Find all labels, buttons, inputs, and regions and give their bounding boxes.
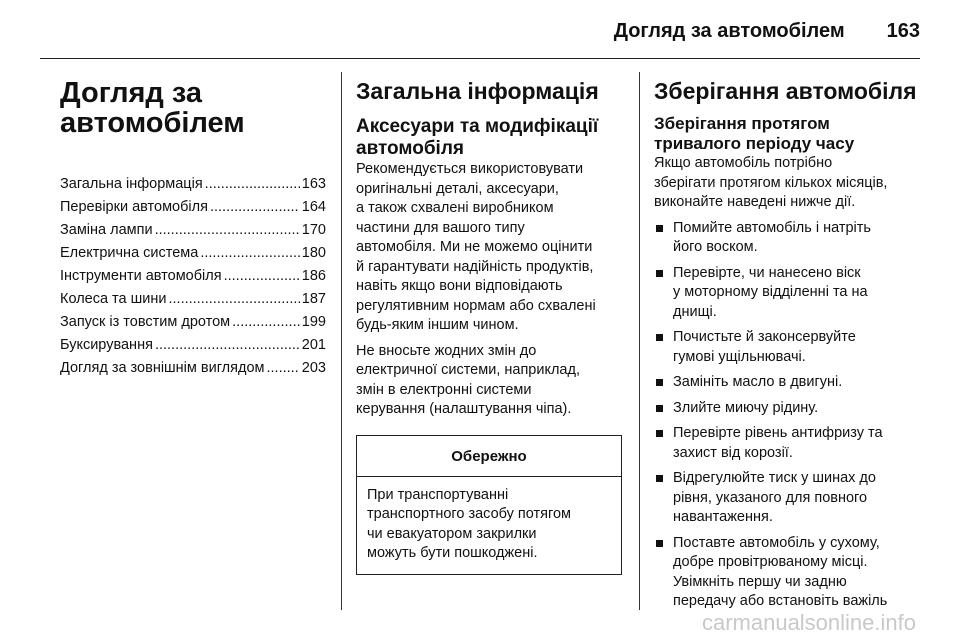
subsection-heading-line: тривалого періоду часу — [654, 134, 855, 153]
text-line: навантаження. — [673, 509, 773, 525]
text-line: Не вносьте жодних змін до — [356, 342, 537, 359]
list-item — [654, 328, 922, 367]
toc-label: Заміна лампи — [60, 222, 153, 238]
toc-label: Електрична система — [60, 245, 199, 261]
text-line: Перевірте, чи нанесено віск — [673, 264, 861, 281]
text-line: транспортного засобу потягом — [367, 506, 572, 522]
bullet-list — [654, 219, 922, 612]
toc-label: Запуск із товстим дротом — [60, 314, 231, 330]
text-line: Рекомендується використовувати — [356, 161, 584, 177]
text-line: чи евакуатором закрилки — [367, 525, 537, 542]
subsection-heading-line: автомобіля — [356, 138, 464, 159]
bullet-square-icon — [656, 540, 663, 547]
toc-leader — [224, 268, 300, 284]
bullet-square-icon — [656, 225, 663, 232]
toc-leader — [232, 314, 300, 330]
text-line: виконайте наведені нижче дії. — [654, 194, 856, 210]
subsection-heading-line: Аксесуари та модифікації — [356, 116, 599, 137]
toc-leader — [210, 199, 300, 215]
text-line: гумові ущільнювачі. — [673, 348, 806, 365]
text-line: керування (налаштування чіпа). — [356, 401, 572, 417]
text-line: Почистьте й законсервуйте — [673, 329, 856, 345]
section-heading: Зберігання автомобіля — [654, 78, 917, 104]
text-line: Перевірте рівень антифризу та — [673, 425, 883, 441]
list-item — [654, 373, 922, 393]
toc-page: 203 — [301, 360, 326, 376]
toc-page: 170 — [301, 222, 326, 238]
toc-entry[interactable] — [60, 291, 326, 314]
text-line: Поставте автомобіль у сухому, — [673, 534, 880, 551]
text-line: Замініть масло в двигуні. — [673, 374, 843, 390]
caution-title: Обережно — [357, 436, 621, 477]
list-item — [654, 534, 922, 612]
bullet-square-icon — [656, 379, 663, 386]
text-line: оригінальні деталі, аксесуари, — [356, 180, 559, 197]
toc-entry[interactable] — [60, 360, 326, 383]
column-divider-left — [341, 72, 342, 610]
chapter-column — [60, 78, 326, 383]
column-divider-right — [639, 72, 640, 610]
toc-page: 180 — [301, 245, 326, 261]
chapter-title-line: Догляд за — [60, 77, 203, 109]
text-line: електричної системи, наприклад, — [356, 362, 580, 378]
text-line: добре провітрюваному місці. — [673, 554, 868, 570]
text-line: При транспортуванні — [367, 486, 509, 503]
text-line: у моторному відділенні та на — [673, 284, 868, 300]
header-title: Догляд за автомобілем — [613, 19, 845, 42]
header-divider — [40, 58, 920, 59]
toc-leader — [200, 245, 299, 261]
paragraph — [654, 154, 922, 213]
table-of-contents — [60, 176, 326, 383]
text-line: й гарантувати надійність продуктів, — [356, 258, 594, 275]
text-line: передачу або встановіть важіль — [673, 593, 888, 609]
text-line: частини для вашого типу — [356, 219, 525, 236]
toc-label: Загальна інформація — [60, 176, 203, 192]
toc-page: 186 — [301, 268, 326, 284]
toc-leader — [205, 176, 300, 192]
bullet-square-icon — [656, 430, 663, 437]
chapter-title — [60, 78, 326, 138]
text-line: будь-яким іншим чином. — [356, 317, 519, 333]
toc-label: Перевірки автомобіля — [60, 199, 208, 215]
list-item — [654, 424, 922, 463]
general-info-column — [356, 78, 626, 575]
toc-page: 201 — [301, 337, 326, 353]
storage-column — [654, 78, 922, 612]
text-line: Відрегулюйте тиск у шинах до — [673, 470, 876, 486]
text-line: змін в електронні системи — [356, 381, 532, 398]
bullet-square-icon — [656, 334, 663, 341]
toc-label: Інструменти автомобіля — [60, 268, 222, 284]
text-line: Увімкніть першу чи задню — [673, 573, 847, 590]
caution-text — [357, 477, 621, 574]
list-item — [654, 399, 922, 419]
toc-page: 163 — [301, 176, 326, 192]
page-header — [40, 14, 920, 48]
subsection-heading — [654, 114, 922, 154]
text-line: Якщо автомобіль потрібно — [654, 155, 833, 171]
list-item — [654, 469, 922, 528]
toc-page: 164 — [301, 199, 326, 215]
toc-page: 187 — [301, 291, 326, 307]
text-line: можуть бути пошкоджені. — [367, 545, 538, 561]
text-line: Помийте автомобіль і натріть — [673, 219, 871, 236]
list-item — [654, 264, 922, 323]
subsection-heading — [356, 116, 626, 160]
text-line: захист від корозії. — [673, 444, 793, 461]
paragraph — [356, 160, 626, 336]
page-number: 163 — [886, 19, 920, 42]
watermark: carmanualsonline.info — [701, 610, 916, 635]
subsection-heading-line: Зберігання протягом — [654, 114, 830, 133]
toc-leader — [266, 360, 299, 376]
toc-entry[interactable] — [60, 176, 326, 199]
toc-entry[interactable] — [60, 314, 326, 337]
bullet-square-icon — [656, 405, 663, 412]
text-line: днищі. — [673, 303, 717, 320]
toc-leader — [155, 337, 300, 353]
text-line: Злийте миючу рідину. — [673, 399, 819, 416]
toc-entry[interactable] — [60, 199, 326, 222]
toc-label: Колеса та шини — [60, 291, 167, 307]
paragraph — [356, 342, 626, 420]
text-line: автомобіля. Ми не можемо оцінити — [356, 239, 593, 255]
toc-entry[interactable] — [60, 268, 326, 291]
chapter-title-line: автомобілем — [60, 107, 245, 139]
section-heading: Загальна інформація — [356, 78, 599, 104]
text-line: а також схвалені виробником — [356, 200, 554, 216]
text-line: рівня, указаного для повного — [673, 489, 868, 506]
bullet-square-icon — [656, 270, 663, 277]
toc-page: 199 — [301, 314, 326, 330]
text-line: його воском. — [673, 239, 758, 255]
toc-entry[interactable] — [60, 337, 326, 360]
text-line: зберігати протягом кількох місяців, — [654, 174, 888, 191]
toc-leader — [155, 222, 300, 238]
toc-label: Буксирування — [60, 337, 153, 353]
bullet-square-icon — [656, 475, 663, 482]
toc-entry[interactable] — [60, 245, 326, 268]
toc-label: Догляд за зовнішнім виглядом — [60, 360, 265, 376]
text-line: навіть якщо вони відповідають — [356, 278, 563, 294]
list-item — [654, 219, 922, 258]
toc-entry[interactable] — [60, 222, 326, 245]
text-line: регулятивним нормам або схвалені — [356, 297, 596, 314]
caution-box — [356, 435, 622, 575]
toc-leader — [168, 291, 299, 307]
